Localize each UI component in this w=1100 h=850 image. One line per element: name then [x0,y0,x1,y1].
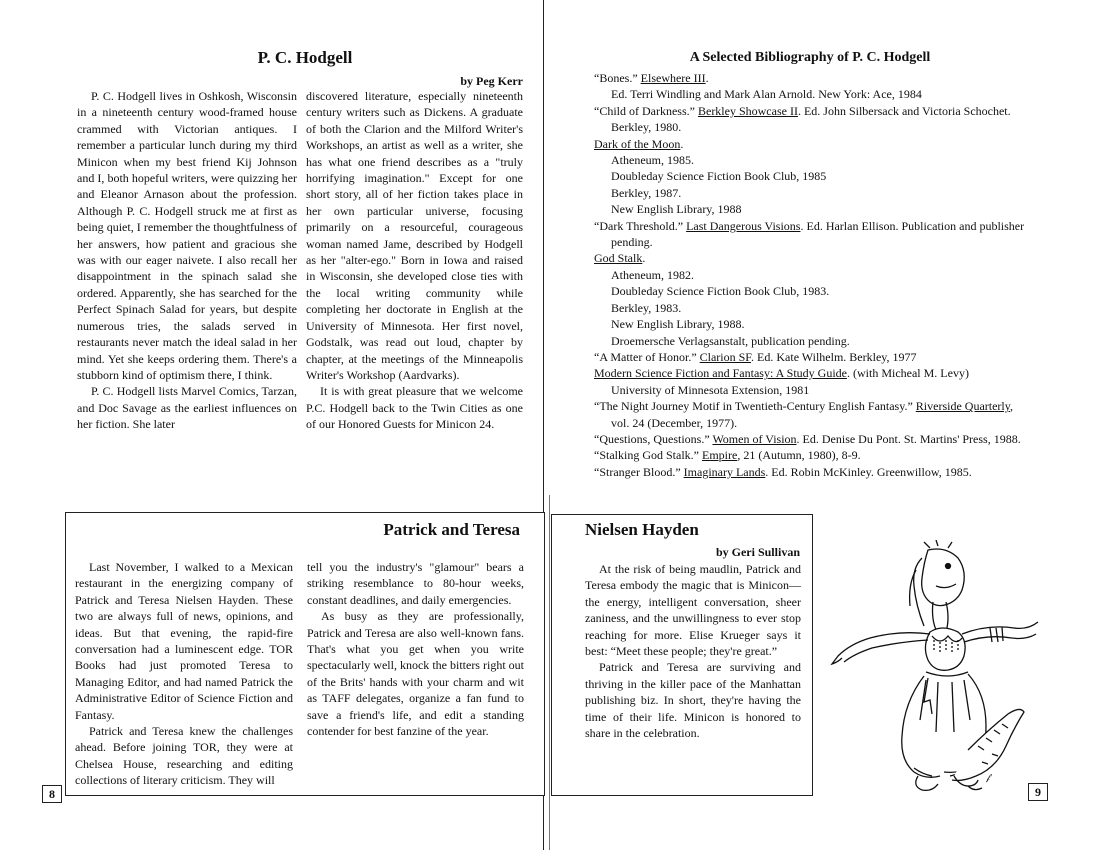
paragraph: At the risk of being maudlin, Patrick and Teresa embody the magic that is Minicon—the energy, intelligent conversation, sheer zaniness, and the unwillingness to ever stop reaching for more. Elise Krueger says it best: “Meet these people; they're great.” [585,562,801,659]
work-title: Clarion SF [699,349,752,364]
entry-text: “Bones.” [594,71,641,85]
bibliography-entry [594,333,1026,349]
work-title: Empire [702,448,738,463]
bibliography-entry [594,70,1026,86]
paragraph: P. C. Hodgell lives in Oshkosh, Wisconsin in a nineteenth century wood-framed house crammed with Victorian antiques. I remember a particular lunch during my third Minicon when my best friend Kij Johnson and I, both hopeful writers, were quizzing her and Eleanor Arnason about the profession. Although P. C. Hodgell struck me at first as being quiet, I remember the thoughtfulness of her answers, how patient and gracious she was with our eager naivete. I also recall her disappointment in the spinach salad she ordered. Apparently, she has searched for the Perfect Spinach Salad for years, but despite numerous tries, the salads served in restaurants never match the ideal salad in her mind. Yet she keeps ordering them. There's a stubborn kind of optimism there, I think. [77,89,297,382]
bibliography-entry [594,300,1026,316]
article2-column-1 [75,559,293,789]
work-title: Berkley Showcase II [697,103,798,118]
entry-text: , 21 (Autumn, 1980), 8-9. [737,448,861,463]
entry-text: . Ed. Denise Du Pont. St. Martins' Press, 1988. [796,431,1021,446]
entry-text: “Stalking God Stalk.” [594,448,702,463]
work-title: Dark of the Moon [594,136,681,151]
bibliography-entry [594,185,1026,201]
bibliography-entry [594,201,1026,217]
article1-column-1 [77,88,297,433]
work-title: Riverside Quarterly [915,399,1010,414]
entry-text: , vol. 24 (December, 1977). [611,399,1013,430]
article2-column-3 [585,561,801,741]
article2-title-right: Nielsen Hayden [585,520,699,539]
bibliography-entry [594,218,1026,251]
paragraph: P. C. Hodgell lists Marvel Comics, Tarzan, and Doc Savage as the earliest influences on her fiction. She later [77,384,297,432]
article2-column-2 [307,559,524,739]
bibliography-entry [594,349,1026,365]
bibliography-entry [594,267,1026,283]
article1-column-2 [306,88,523,433]
paragraph: Patrick and Teresa knew the challenges ahead. Before joining TOR, they were at Chelsea House, researching and editing collections of literary criticism. They will [75,724,293,788]
paragraph: As busy as they are professionally, Patrick and Teresa are also well-known fans. That's what you get when you write spectacularly well, knock the bitters right out of the Brits' hands with your charm and wit as TAFF delegates, organize a fan fund to save a friend's life, and edit a standing contender for best fanzine of the year. [307,609,524,739]
entry-text: New English Library, 1988 [611,202,742,217]
bibliography-entry [594,398,1026,431]
work-title: Last Dangerous Visions [686,218,801,233]
paragraph: tell you the industry's "glamour" bears a striking resemblance to 80-hour weeks, constant deadlines, and daily emergencies. [307,560,524,607]
bibliography-title: A Selected Bibliography of P. C. Hodgell [689,50,931,65]
entry-text: “Dark Threshold.” [594,218,687,233]
entry-text: “Child of Darkness.” [594,103,698,118]
entry-text: . Ed. Harlan Ellison. Publication and publisher pending. [611,218,1025,250]
entry-text: Atheneum, 1985. [611,153,694,168]
bibliography-entry [594,136,1026,152]
article-title: P. C. Hodgell [257,48,353,67]
entry-text: . [680,136,684,151]
entry-text: . [705,71,709,85]
byline: by Peg Kerr [460,74,523,88]
svg-text:𝒻: 𝒻 [986,773,991,783]
work-title: God Stalk [594,251,643,266]
bibliography-list [594,70,1026,480]
paragraph: It is with great pleasure that we welcome P.C. Hodgell back to the Twin Cities as one of our Honored Guests for Minicon 24. [306,384,523,432]
bibliography-entry [594,365,1026,381]
bibliography-entry [594,86,1026,102]
paragraph: discovered literature, especially nineteenth century writers such as Dickens. A graduate of both the Clarion and the Milford Writer's Workshops, an artist as well as a writer, she has what one friend describes as a "truly horrifying imagination." Except for one short story, all of her fiction takes place in her own particular universe, focusing primarily on a resourceful, courageous woman named Jame, described by Hodgell as her "alter-ego." Born in Iowa and raised in Wisconsin, she developed close ties with the local writing community while completing her doctorate in English at the University of Minnesota. Her first novel, Godstalk, was read out loud, chapter by chapter, at the meetings of the Minneapolis Writer's Workshop (Aardvarks). [306,89,523,382]
bibliography-entry [594,152,1026,168]
entry-text: Droemersche Verlagsanstalt, publication pending. [611,333,850,348]
work-title: Women of Vision [712,431,797,446]
bibliography-entry [594,447,1026,463]
work-title: Imaginary Lands [683,464,766,479]
article2-title-left: Patrick and Teresa [383,520,520,539]
entry-text: “Questions, Questions.” [594,431,713,446]
work-title: Elsewhere III [640,71,706,85]
entry-text: Ed. Terri Windling and Mark Alan Arnold. New York: Ace, 1984 [611,87,922,102]
entry-text: “A Matter of Honor.” [594,349,700,364]
paragraph: Patrick and Teresa are surviving and thriving in the killer pace of the Manhattan publishing biz. In short, they're having the time of their life. Minicon is honored to share in the celebration. [585,660,801,741]
page-number: 8 [42,785,62,803]
entry-text: New English Library, 1988. [611,317,745,332]
bibliography-entry [594,250,1026,266]
bibliography-entry [594,464,1026,480]
entry-text: Berkley, 1983. [611,300,682,315]
page-number: 9 [1028,783,1048,801]
bibliography-entry [594,431,1026,447]
paragraph: Last November, I walked to a Mexican restaurant in the energizing company of Patrick and Teresa Nielsen Hayden. These two are always full of news, opinions, and ideas. But that evening, the rapid-fire conversation had a luminescent edge. TOR Books had just promoted Teresa to Managing Editor, and had named Patrick the Administrative Editor of Science Fiction and Fantasy. [75,560,293,722]
page-fold-shadow [549,495,550,850]
entry-text: . Ed. Kate Wilhelm. Berkley, 1977 [751,349,917,364]
entry-text: Doubleday Science Fiction Book Club, 1985 [611,169,827,184]
entry-text: . Ed. John Silbersack and Victoria Schochet. Berkley, 1980. [611,103,1011,135]
entry-text: . Ed. Robin McKinley. Greenwillow, 1985. [765,464,972,479]
bibliography-entry [594,103,1026,136]
entry-text: Berkley, 1987. [611,185,682,200]
entry-text: “Stranger Blood.” [594,464,684,479]
work-title: Modern Science Fiction and Fantasy: A Study Guide [594,366,847,381]
bibliography-entry [594,168,1026,184]
bibliography-entry [594,316,1026,332]
entry-text: “The Night Journey Motif in Twentieth-Century English Fantasy.” [594,399,916,414]
entry-text: . (with Micheal M. Levy) [846,366,969,381]
byline: by Geri Sullivan [715,545,800,559]
bibliography-entry [594,382,1026,398]
entry-text: Doubleday Science Fiction Book Club, 1983. [611,284,830,299]
bibliography-entry [594,283,1026,299]
entry-text: University of Minnesota Extension, 1981 [611,382,810,397]
entry-text: Atheneum, 1982. [611,267,694,282]
entry-text: . [642,251,646,266]
lizard-dancer-illustration [818,540,1048,800]
